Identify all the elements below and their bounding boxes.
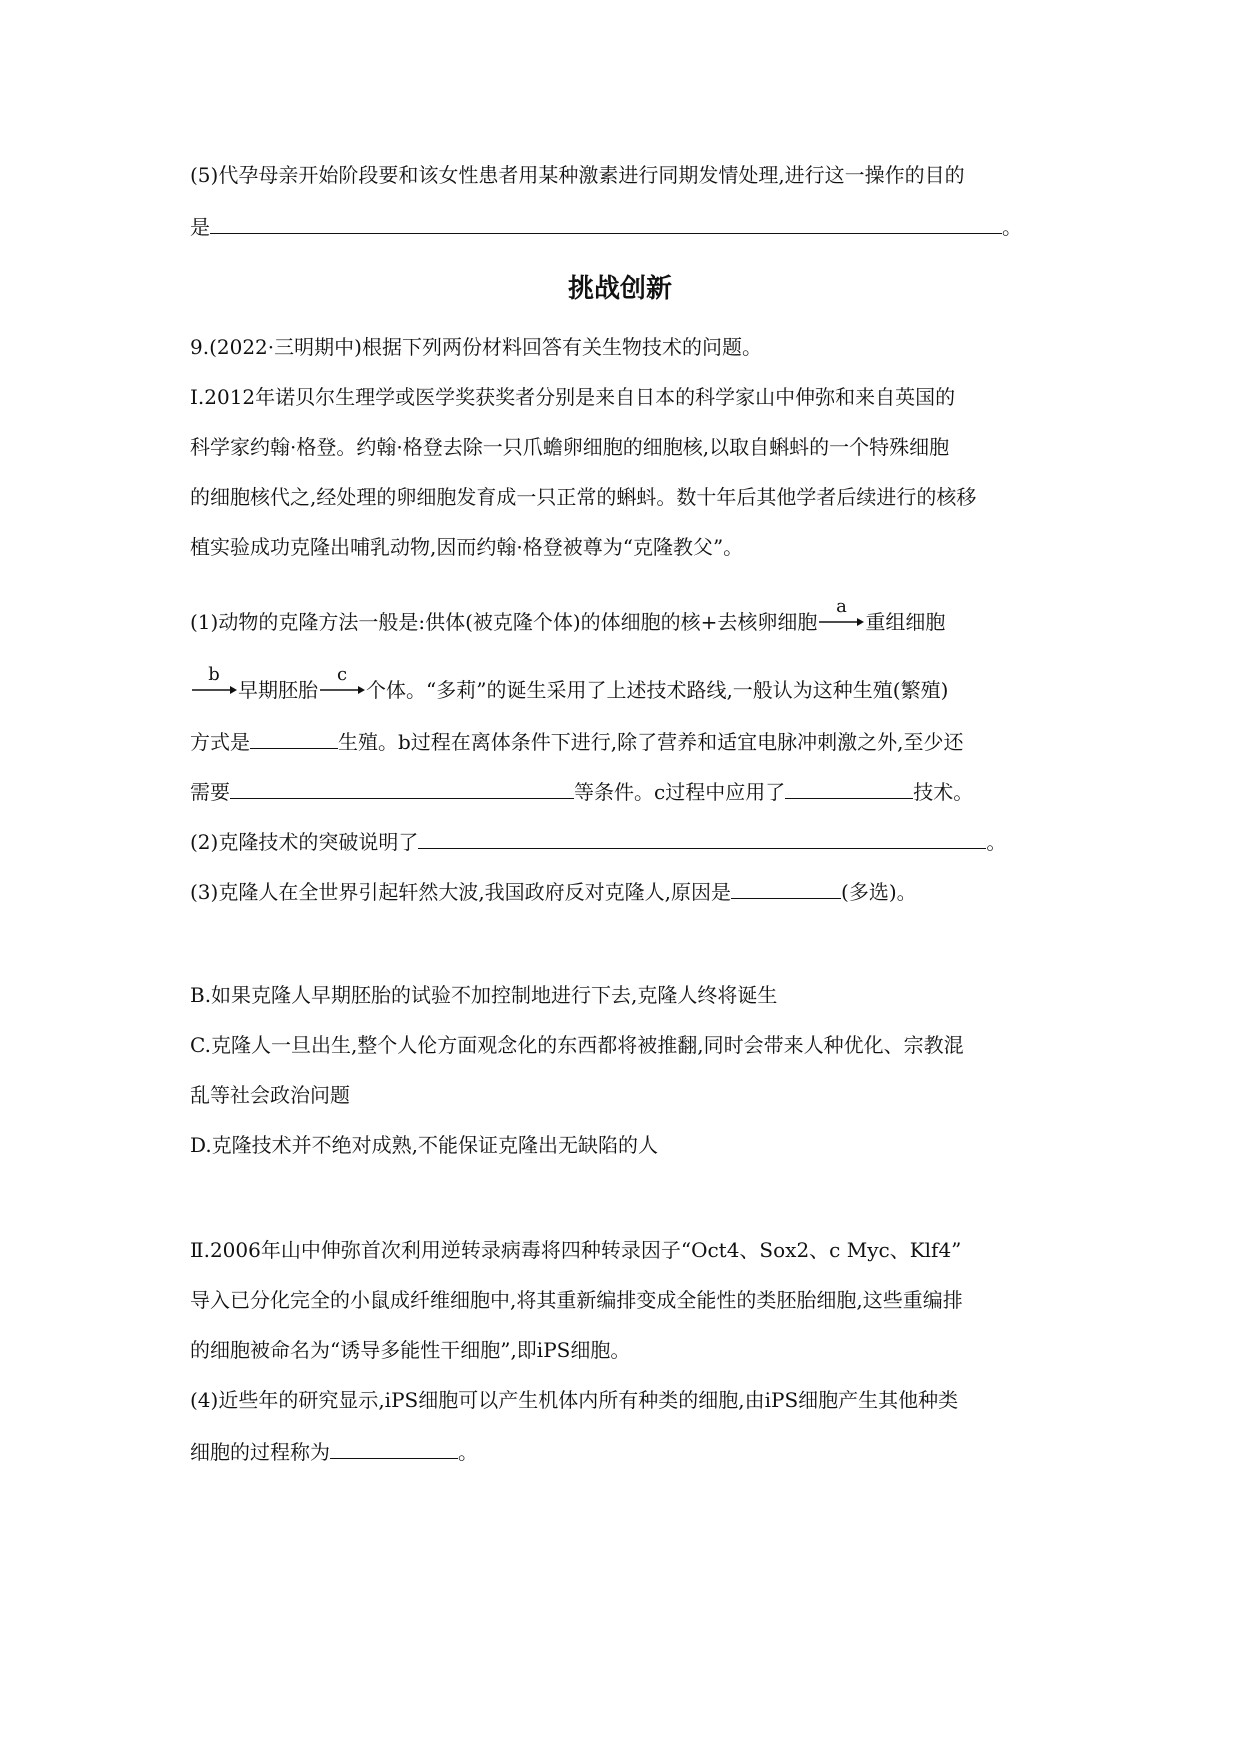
sub1-text3: 早期胚胎 <box>238 678 318 702</box>
sub4-suffix: 。 <box>458 1440 478 1464</box>
sub1-text2: 重组细胞 <box>865 610 946 634</box>
option-c-line1: C.克隆人一旦出生,整个人伦方面观念化的东西都将被推翻,同时会带来人种优化、宗教混 <box>190 1033 964 1057</box>
q5-answer-blank[interactable] <box>210 211 1002 234</box>
option-b: B.如果克隆人早期胚胎的试验不加控制地进行下去,克隆人终将诞生 <box>190 983 778 1007</box>
sub2-suffix: 。 <box>986 830 1007 854</box>
material2-line: 导入已分化完全的小鼠成纤维细胞中,将其重新编排变成全能性的类胚胎细胞,这些重编排 <box>190 1288 963 1312</box>
reproduction-type-blank[interactable] <box>250 726 338 749</box>
sub4-prefix: 细胞的过程称为 <box>190 1440 330 1464</box>
sub1-line4 <box>190 776 973 806</box>
sub1-line2 <box>190 664 949 704</box>
material1-line: Ⅰ.2012年诺贝尔生理学或医学奖获奖者分别是来自日本的科学家山中伸弥和来自英国的 <box>190 385 956 409</box>
sub3-answer-blank[interactable] <box>731 876 841 899</box>
arrow-c-label: c <box>336 664 348 685</box>
sub1-text5-suffix: 生殖。b过程在离体条件下进行,除了营养和适宜电脉冲刺激之外,至少还 <box>338 730 964 754</box>
material2-line: Ⅱ.2006年山中伸弥首次利用逆转录病毒将四种转录因子“Oct4、Sox2、c Myc、Klf4” <box>190 1238 962 1262</box>
sub3-line <box>190 876 917 906</box>
arrow-b-label: b <box>208 664 220 685</box>
q5-suffix: 。 <box>1002 215 1022 239</box>
q5-line1: (5)代孕母亲开始阶段要和该女性患者用某种激素进行同期发情处理,进行这一操作的目的 <box>190 163 965 187</box>
sub1-text6-prefix: 需要 <box>190 780 230 804</box>
material1-line: 科学家约翰·格登。约翰·格登去除一只爪蟾卵细胞的细胞核,以取自蝌蚪的一个特殊细胞 <box>190 435 950 459</box>
material2-line: 的细胞被命名为“诱导多能性干细胞”,即iPS细胞。 <box>190 1338 631 1362</box>
sub2-answer-blank[interactable] <box>418 826 986 849</box>
section-title: 挑战创新 <box>567 274 672 304</box>
technique-blank[interactable] <box>785 776 913 799</box>
option-d: D.克隆技术并不绝对成熟,不能保证克隆出无缺陷的人 <box>190 1133 659 1157</box>
arrow-c <box>318 664 366 697</box>
sub1-text6-suffix: 技术。 <box>913 780 974 804</box>
sub3-suffix: (多选)。 <box>841 880 917 904</box>
sub4-answer-blank[interactable] <box>330 1436 458 1459</box>
arrow-b <box>190 664 238 697</box>
arrow-a-label: a <box>836 596 847 617</box>
sub1-text5-prefix: 方式是 <box>190 730 250 754</box>
sub3-prefix: (3)克隆人在全世界引起轩然大波,我国政府反对克隆人,原因是 <box>190 880 732 904</box>
conditions-blank[interactable] <box>230 776 574 799</box>
sub1-line1 <box>190 596 946 636</box>
option-c-line2: 乱等社会政治问题 <box>190 1083 350 1107</box>
sub2-line <box>190 826 1006 856</box>
sub1-line3 <box>190 726 964 756</box>
sub1-text4: 个体。“多莉”的诞生采用了上述技术路线,一般认为这种生殖(繁殖) <box>366 678 949 702</box>
sub1-text1: (1)动物的克隆方法一般是:供体(被克隆个体)的体细胞的核+去核卵细胞 <box>190 610 818 634</box>
q9-intro: 9.(2022·三明期中)根据下列两份材料回答有关生物技术的问题。 <box>190 335 762 359</box>
q5-line2 <box>190 211 1022 241</box>
sub2-prefix: (2)克隆技术的突破说明了 <box>190 830 419 854</box>
sub1-text6-middle: 等条件。c过程中应用了 <box>574 780 786 804</box>
q5-prefix: 是 <box>190 215 210 239</box>
material1-line: 植实验成功克隆出哺乳动物,因而约翰·格登被尊为“克隆教父”。 <box>190 535 744 559</box>
sub4-line1: (4)近些年的研究显示,iPS细胞可以产生机体内所有种类的细胞,由iPS细胞产生其他种类 <box>190 1388 959 1412</box>
material1-line: 的细胞核代之,经处理的卵细胞发育成一只正常的蝌蚪。数十年后其他学者后续进行的核移 <box>190 485 977 509</box>
arrow-a <box>817 596 865 629</box>
sub4-line2 <box>190 1436 478 1466</box>
